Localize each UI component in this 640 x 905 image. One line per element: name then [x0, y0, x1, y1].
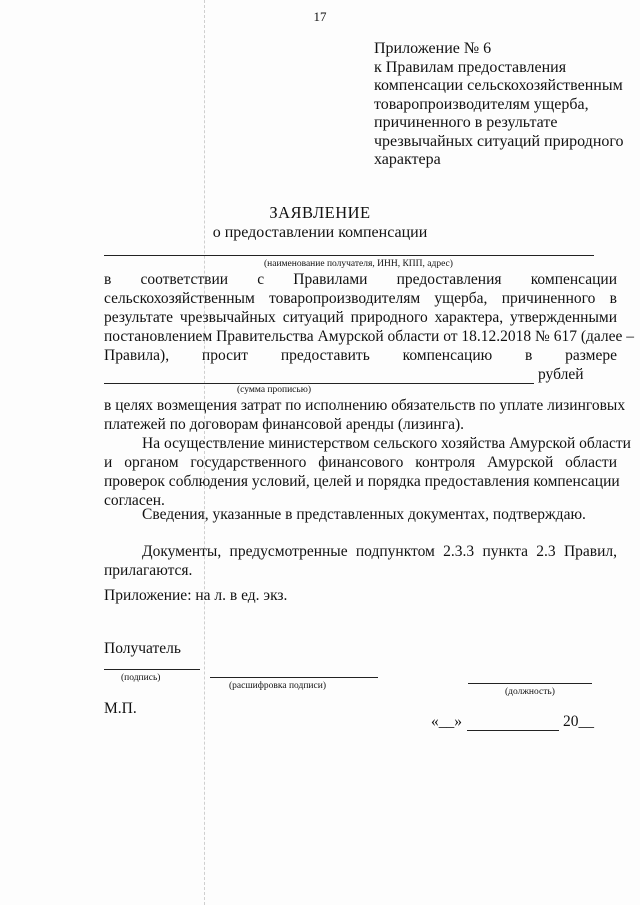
decode-field-line[interactable]	[210, 677, 378, 678]
consent-line: согласен.	[104, 492, 165, 509]
appendix-line: чрезвычайных ситуаций природного	[374, 132, 624, 150]
consent-line: На осуществление министерством сельского хозяйства Амурской области	[142, 435, 631, 452]
recipient-field-line[interactable]	[104, 255, 594, 256]
date-year: 20__	[563, 713, 594, 730]
page-number: 17	[313, 9, 327, 24]
recipient-label: Получатель	[104, 640, 181, 657]
purpose-line: в целях возмещения затрат по исполнению обязательств по уплате лизинговых	[104, 397, 626, 414]
purpose-line: платежей по договорам финансовой аренды (лизинга).	[104, 416, 464, 433]
body-line: результате чрезвычайных ситуаций природного характера, утвержденными	[104, 309, 617, 326]
consent-line: и органом государственного финансового контроля Амурской области	[104, 454, 617, 471]
documents-line: прилагаются.	[104, 562, 193, 579]
appendix-line: характера	[374, 151, 441, 168]
appendix-line: товаропроизводителям ущерба,	[374, 95, 589, 113]
amount-caption: (сумма прописью)	[237, 385, 311, 395]
consent-line: проверок соблюдения условий, целей и порядка предоставления компенсации	[104, 473, 620, 490]
date-month-field-line[interactable]	[467, 730, 559, 731]
appendix-header	[374, 40, 624, 170]
body-line: постановлением Правительства Амурской области от 18.12.2018 № 617 (далее –	[104, 328, 635, 345]
body-line: сельскохозяйственным товаропроизводителям ущерба, причиненного в	[104, 290, 617, 307]
documents-line: Документы, предусмотренные подпунктом 2.3.3 пункта 2.3 Правил,	[142, 543, 617, 560]
amount-unit: рублей	[538, 366, 584, 383]
document-title: ЗАЯВЛЕНИЕ	[269, 203, 371, 222]
attachment-line: Приложение: на л. в ед. экз.	[104, 587, 288, 604]
amount-field-line[interactable]	[104, 383, 534, 384]
body-line: в соответствии с Правилами предоставления компенсации	[104, 271, 617, 288]
signature-field-line[interactable]	[104, 669, 200, 670]
recipient-caption: (наименование получателя, ИНН, КПП, адрес)	[264, 259, 453, 269]
appendix-line: к Правилам предоставления	[374, 58, 567, 76]
appendix-line: компенсации сельскохозяйственным	[374, 77, 623, 94]
position-caption: (должность)	[505, 687, 555, 697]
position-field-line[interactable]	[468, 683, 592, 684]
stamp-label: М.П.	[104, 700, 137, 717]
document-subtitle: о предоставлении компенсации	[212, 224, 428, 241]
signature-caption: (подпись)	[121, 673, 161, 683]
appendix-line: Приложение № 6	[374, 40, 492, 57]
body-line: Правила), просит предоставить компенсацию в размере	[104, 347, 617, 364]
appendix-line: причиненного в результате	[374, 114, 558, 131]
decode-caption: (расшифровка подписи)	[229, 681, 326, 691]
confirm-line: Сведения, указанные в представленных документах, подтверждаю.	[142, 506, 586, 523]
date-day: «__»	[431, 713, 462, 730]
